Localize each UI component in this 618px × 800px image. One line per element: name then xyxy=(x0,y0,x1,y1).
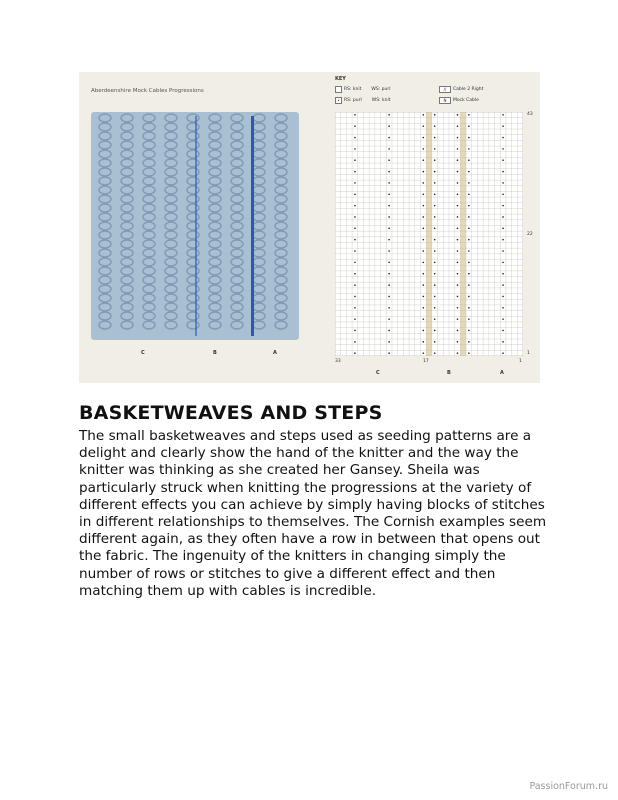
chart-column-label-a: A xyxy=(500,370,504,376)
section-heading: BASKETWEAVES AND STEPS xyxy=(79,402,383,424)
key-item-purl xyxy=(335,97,390,104)
key-item-mock-cable xyxy=(439,97,479,104)
chart-stitch-label-left: 33 xyxy=(335,359,341,364)
body-paragraph: The small basketweaves and steps used as seeding patterns are a delight and clearly show the hand of the knitter and the way the knitter was thinking as she created her Gansey. Sheila was particularly struck when knitting the progressions at the variety of different effects you can achieve by simply having blocks of stitches in different relationships to themselves. The Cornish examples seem different again, as they often have a row in between that opens out the fabric. The ingenuity of the knitters in changing simply the number of rows or stitches to give a different effect and then matching them up with cables is incredible. xyxy=(79,428,547,599)
key-label: RS: knit xyxy=(344,87,362,92)
swatch-label-c: C xyxy=(141,350,145,356)
chart-row-label-middle: 22 xyxy=(527,232,533,237)
chart-key xyxy=(335,76,535,112)
key-item-cable xyxy=(439,86,483,93)
swatch-label-a: A xyxy=(273,350,277,356)
key-label: Cable 2 Right xyxy=(453,87,484,92)
key-label: Mock Cable xyxy=(453,98,479,103)
chart-stitch-label-right: 1 xyxy=(519,359,522,364)
key-label: WS: knit xyxy=(371,98,391,103)
site-watermark: PassionForum.ru xyxy=(529,781,608,792)
key-label: RS: purl xyxy=(344,98,362,103)
chart-column-label-c: C xyxy=(376,370,380,376)
stitch-chart xyxy=(335,112,523,356)
key-label: WS: purl xyxy=(371,87,391,92)
knit-symbol-icon xyxy=(335,86,342,93)
chart-stitch-label-middle: 17 xyxy=(423,359,429,364)
swatch-label-b: B xyxy=(213,350,217,356)
key-title: KEY xyxy=(335,76,346,82)
key-item-knit xyxy=(335,86,390,93)
chart-row-label-bottom: 1 xyxy=(527,351,530,356)
cable-symbol-icon: // xyxy=(439,86,451,93)
chart-row-label-top: 43 xyxy=(527,112,533,117)
mock-cable-symbol-icon: N xyxy=(439,97,451,104)
chart-column-label-b: B xyxy=(447,370,451,376)
purl-symbol-icon: • xyxy=(335,97,342,104)
figure-caption: Aberdeenshire Mock Cables Progressions xyxy=(91,88,204,94)
knitting-figure xyxy=(79,72,540,383)
knitted-swatch-photo xyxy=(91,112,299,383)
